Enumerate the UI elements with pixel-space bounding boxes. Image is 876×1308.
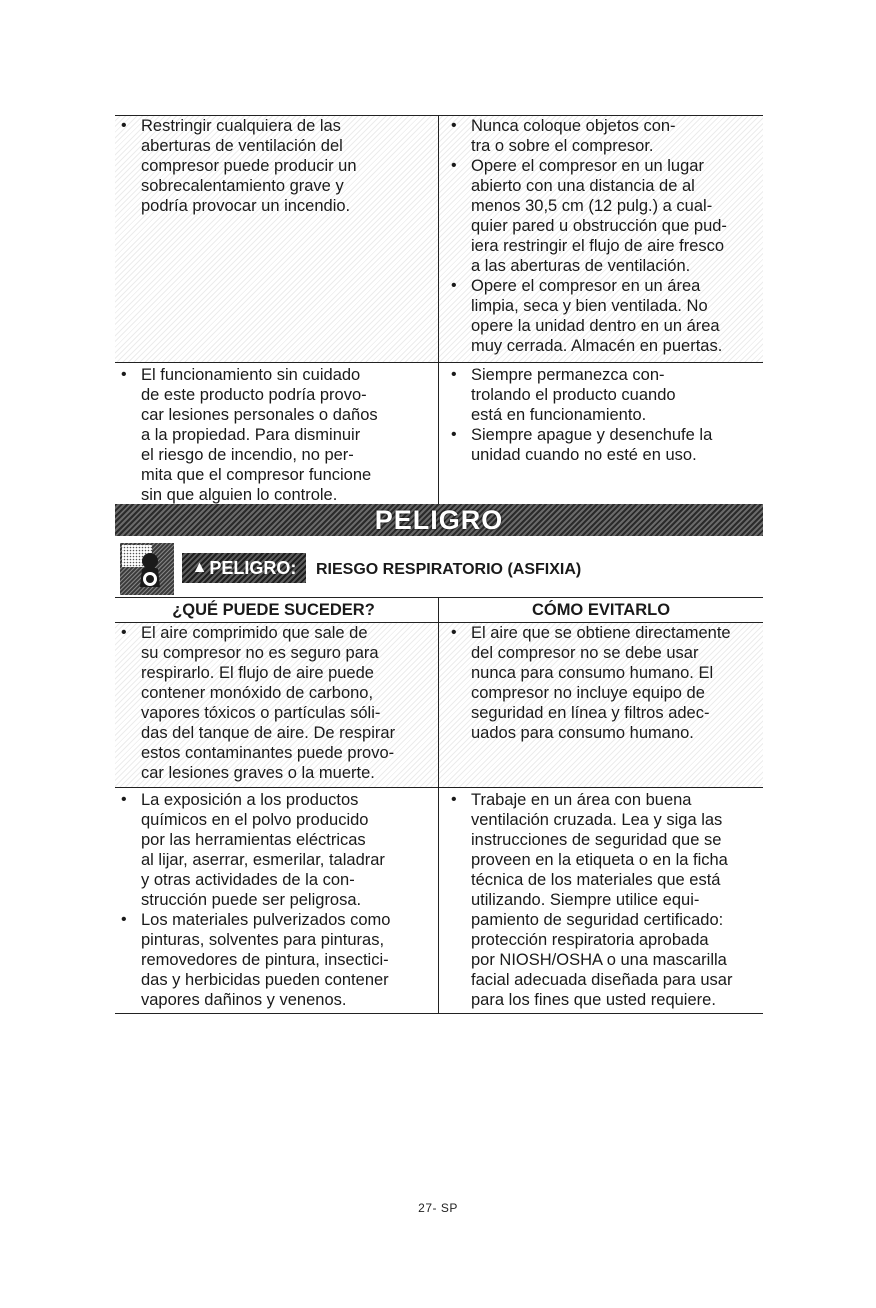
bullet-list xyxy=(115,116,432,216)
danger-badge xyxy=(182,553,306,583)
hazard-title: RIESGO RESPIRATORIO (ASFIXIA) xyxy=(316,561,582,578)
list-item: • Restringir cualquiera de las aberturas de ventilación del compresor puede producir un sobrecalentamiento grave y podría provocar un incendio. xyxy=(115,116,432,216)
table-row xyxy=(115,788,763,1014)
list-item: • El funcionamiento sin cuidado de este producto podría provo- car lesiones personales o daños a la propiedad. Para disminuir el riesgo de incendio, no per- mita que el compresor funcione sin que alguien lo controle. xyxy=(115,365,432,505)
warning-triangle-icon: ▲ xyxy=(191,559,208,576)
bullet-list xyxy=(445,623,757,743)
table-row xyxy=(115,623,763,788)
column-header-what-can-happen: ¿QUÉ PUEDE SUCEDER? xyxy=(115,598,439,622)
hazard-column xyxy=(115,116,439,362)
bullet-list xyxy=(115,365,432,505)
list-item: • El aire que se obtiene directamente del compresor no se debe usar nunca para consumo humano. El compresor no incluye equipo de seguridad en línea y filtros adec- uados para consumo humano. xyxy=(445,623,757,743)
list-item: • Los materiales pulverizados como pinturas, solventes para pinturas, removedores de pintura, insectici- das y herbicidas pueden contener vapores dañinos y venenos. xyxy=(115,910,432,1010)
banner-title: PELIGRO xyxy=(374,504,504,535)
table-row xyxy=(115,363,763,506)
prevention-column xyxy=(439,363,763,506)
prevention-column xyxy=(439,116,763,362)
hazard-column xyxy=(115,788,439,1013)
list-item: • El aire comprimido que sale de su compresor no es seguro para respirarlo. El flujo de aire puede contener monóxido de carbono, vapores tóxicos o partículas sóli- das del tanque de aire. De respirar estos contaminantes puede provo- car lesiones graves o la muerte. xyxy=(115,623,432,783)
prevention-column xyxy=(439,623,763,787)
respiratory-hazard-table xyxy=(115,597,763,1014)
list-item: • La exposición a los productos químicos en el polvo producido por las herramientas eléctricas al lijar, aserrar, esmerilar, taladrar y otras actividades de la con- strucción puede ser peligrosa. xyxy=(115,790,432,910)
column-header-how-to-prevent: CÓMO EVITARLO xyxy=(531,601,671,619)
bullet-list xyxy=(115,623,432,783)
bullet-list xyxy=(115,790,432,1010)
list-item: • Opere el compresor en un área limpia, seca y bien ventilada. No opere la unidad dentro en un área muy cerrada. Almacén en puertas. xyxy=(445,276,757,356)
hazard-header xyxy=(120,543,760,595)
bullet-list xyxy=(445,365,757,465)
list-item: • Trabaje en un área con buena ventilación cruzada. Lea y siga las instrucciones de seguridad que se proveen en la etiqueta o en la ficha técnica de los materiales que está utilizando. Siempre utilice equi- pamiento de seguridad certificado: protección respiratoria aprobada por NIOSH/OSHA o una mascarilla facial adecuada diseñada para usar para los fines que usted requiere. xyxy=(445,790,757,1010)
list-item: • Siempre apague y desenchufe la unidad cuando no esté en uso. xyxy=(445,425,757,465)
danger-banner xyxy=(115,504,763,536)
hazard-column xyxy=(115,363,439,506)
list-item: • Opere el compresor en un lugar abierto con una distancia de al menos 30,5 cm (12 pulg.) a cual- quier pared u obstrucción que pud- iera restringir el flujo de aire fresco a las aberturas de ventilación. xyxy=(445,156,757,276)
respiratory-hazard-icon xyxy=(120,543,174,595)
list-item: • Siempre permanezca con- trolando el producto cuando está en funcionamiento. xyxy=(445,365,757,425)
hazard-column xyxy=(115,623,439,787)
page-number: 27- SP xyxy=(418,1201,458,1215)
bullet-list xyxy=(445,790,757,1010)
table-header-row xyxy=(115,598,763,623)
table-row xyxy=(115,116,763,363)
top-safety-table xyxy=(115,115,763,506)
list-item: • Nunca coloque objetos con- tra o sobre el compresor. xyxy=(445,116,757,156)
prevention-column xyxy=(439,788,763,1013)
bullet-list xyxy=(445,116,757,356)
badge-label: PELIGRO: xyxy=(209,557,297,578)
